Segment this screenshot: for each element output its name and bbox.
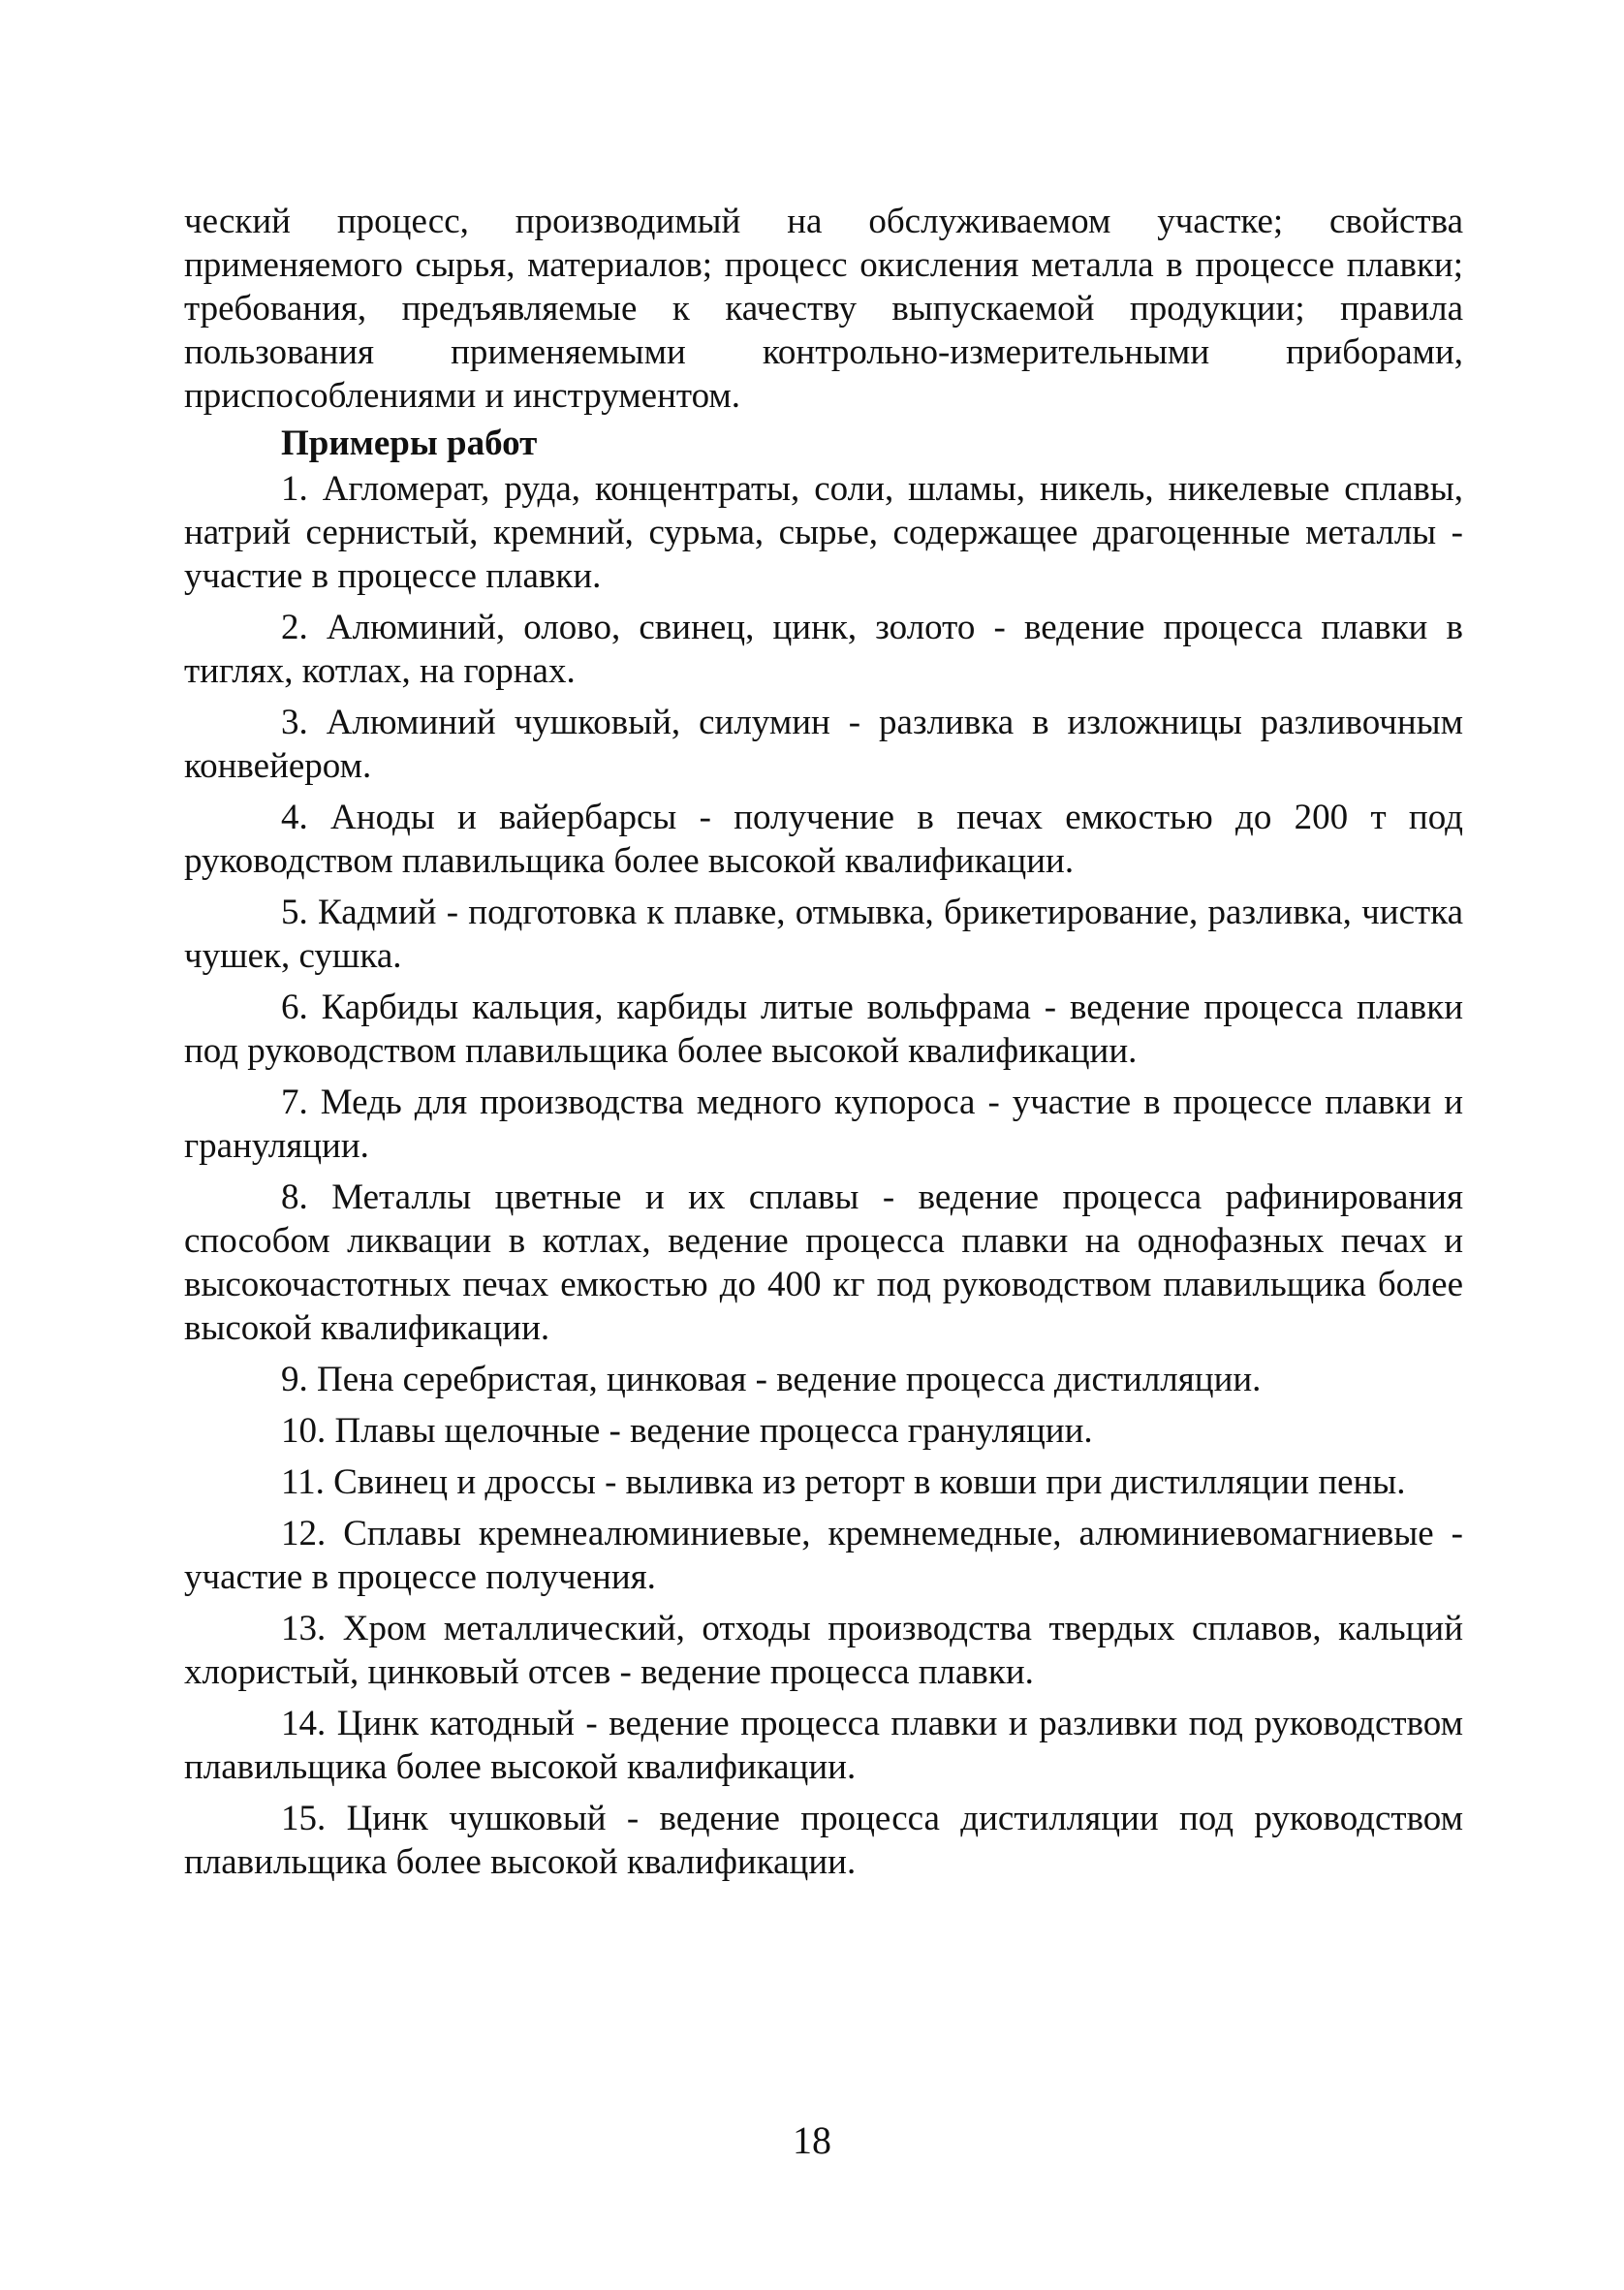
example-item-3: 3. Алюминий чушковый, силумин - разливка в изложницы разливочным конвейером.: [184, 703, 1463, 786]
example-item-4: 4. Аноды и вайербарсы - получение в печах емкостью до 200 т под руководством плавильщика более высокой квалификации.: [184, 798, 1463, 881]
page-body: [184, 200, 1463, 1892]
section-heading: Примеры работ: [281, 423, 538, 463]
example-item-2: 2. Алюминий, олово, свинец, цинк, золото - ведение процесса плавки в тиглях, котлах, на горнах.: [184, 608, 1463, 691]
example-item-1: 1. Агломерат, руда, концентраты, соли, шламы, никель, никелевые сплавы, натрий сернистый, кремний, сурьма, сырье, содержащее драгоценные металлы - участие в процессе плавки.: [184, 469, 1463, 596]
example-item-11: 11. Свинец и дроссы - выливка из реторт в ковши при дистилляции пены.: [281, 1462, 1406, 1502]
example-item-8: 8. Металлы цветные и их сплавы - ведение процесса рафинирования способом ликвации в котлах, ведение процесса плавки на однофазных печах и высокочастотных печах емкостью до 400 кг под руководством плавильщика более высокой квалификации.: [184, 1177, 1463, 1348]
example-item-9: 9. Пена серебристая, цинковая - ведение процесса дистилляции.: [281, 1360, 1262, 1399]
example-item-13: 13. Хром металлический, отходы производства твердых сплавов, кальций хлористый, цинковый отсев - ведение процесса плавки.: [184, 1609, 1463, 1692]
example-item-5: 5. Кадмий - подготовка к плавке, отмывка, брикетирование, разливка, чистка чушек, сушка.: [184, 893, 1463, 976]
example-item-10: 10. Плавы щелочные - ведение процесса грануляции.: [281, 1411, 1093, 1451]
example-item-6: 6. Карбиды кальция, карбиды литые вольфрама - ведение процесса плавки под руководством плавильщика более высокой квалификации.: [184, 988, 1463, 1071]
example-item-15: 15. Цинк чушковый - ведение процесса дистилляции под руководством плавильщика более высокой квалификации.: [184, 1799, 1463, 1882]
intro-paragraph: ческий процесс, производимый на обслуживаемом участке; свойства применяемого сырья, материалов; процесс окисления металла в процессе плавки; требования, предъявляемые к качеству выпускаемой продукции; правила пользования применяемыми контрольно-измерительными приборами, приспособлениями и инструментом.: [184, 202, 1463, 416]
example-item-7: 7. Медь для производства медного купороса - участие в процессе плавки и грануляции.: [184, 1082, 1463, 1166]
examples-list: [184, 467, 1463, 1884]
example-item-14: 14. Цинк катодный - ведение процесса плавки и разливки под руководством плавильщика более высокой квалификации.: [184, 1704, 1463, 1787]
example-item-12: 12. Сплавы кремнеалюминиевые, кремнемедные, алюминиевомагниевые - участие в процессе получения.: [184, 1514, 1463, 1597]
page-number: 18: [793, 2118, 831, 2162]
